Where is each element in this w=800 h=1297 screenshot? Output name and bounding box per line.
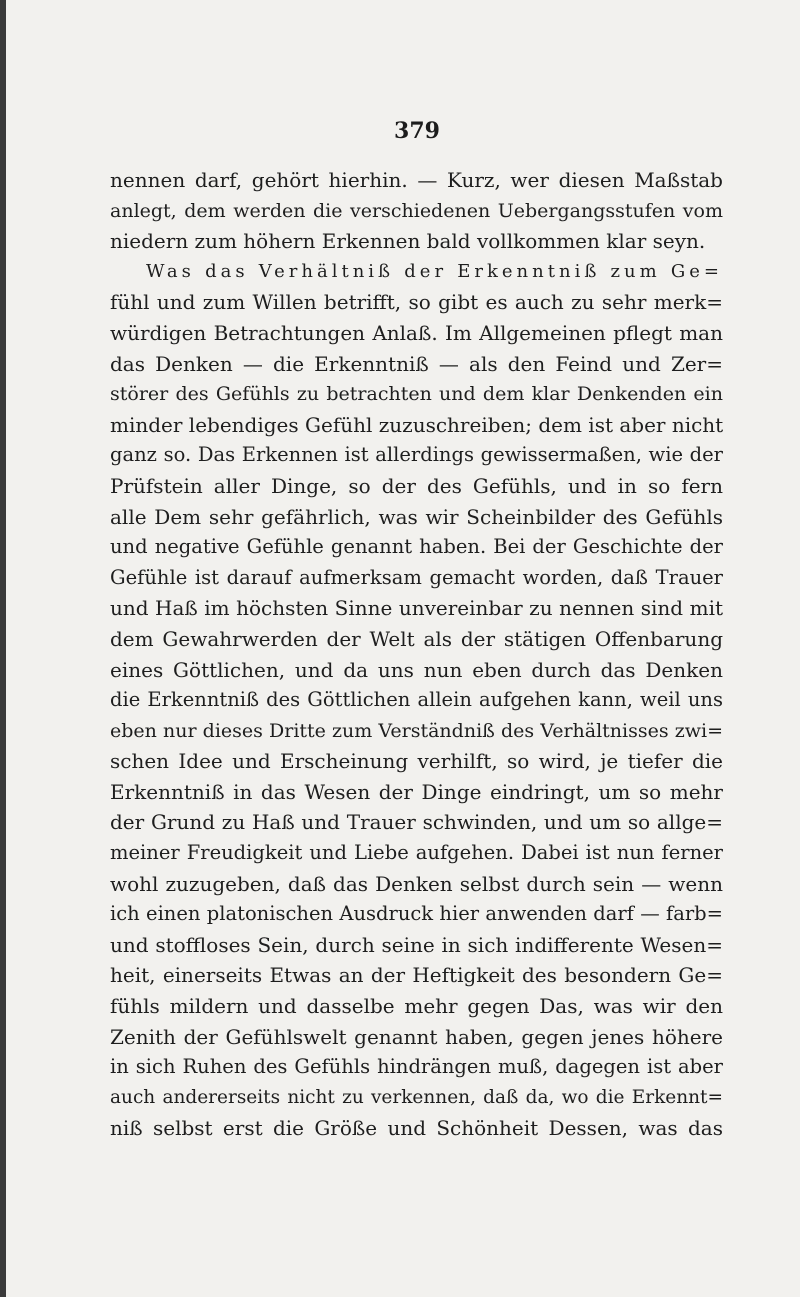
text-line: und Haß im höchsten Sinne unvereinbar zu nennen sind mit xyxy=(110,596,723,621)
text-line: und stoffloses Sein, durch seine in sich indifferente Wesen= xyxy=(110,932,723,957)
text-line: und negative Gefühle genannt haben. Bei der Geschichte der xyxy=(110,535,723,559)
text-line: schen Idee und Erscheinung verhilft, so wird, je tiefer die xyxy=(110,749,723,774)
text-line: nennen darf, gehört hierhin. — Kurz, wer diesen Maßstab xyxy=(110,168,723,192)
text-line: die Erkenntniß des Göttlichen allein aufgehen kann, weil uns xyxy=(110,688,723,712)
body-text xyxy=(110,165,723,1144)
text-line: fühls mildern und dasselbe mehr gegen Das, was wir den xyxy=(110,994,723,1019)
text-line: wohl zuzugeben, daß das Denken selbst durch sein — wenn xyxy=(110,871,723,896)
text-line: dem Gewahrwerden der Welt als der stätigen Offenbarung xyxy=(110,626,723,651)
text-line: eben nur dieses Dritte zum Verständniß des Verhältnisses zwi= xyxy=(110,719,723,742)
text-line: anlegt, dem werden die verschiedenen Uebergangsstufen vom xyxy=(110,199,723,222)
text-line: das Denken — die Erkenntniß — als den Feind und Zer= xyxy=(110,351,723,376)
text-line: heit, einerseits Etwas an der Heftigkeit des besondern Ge= xyxy=(110,963,723,988)
text-line: Zenith der Gefühlswelt genannt haben, gegen jenes höhere xyxy=(110,1024,723,1049)
page-number: 379 xyxy=(394,118,440,144)
text-line: meiner Freudigkeit und Liebe aufgehen. Dabei ist nun ferner xyxy=(110,841,723,865)
text-line: Was das Verhältniß der Erkenntniß zum Ge= xyxy=(146,260,723,282)
text-line: alle Dem sehr gefährlich, was wir Scheinbilder des Gefühls xyxy=(110,504,723,529)
text-line: ich einen platonischen Ausdruck hier anwenden darf — farb= xyxy=(110,902,723,926)
text-line: fühl und zum Willen betrifft, so gibt es auch zu sehr merk= xyxy=(110,290,723,315)
text-line: würdigen Betrachtungen Anlaß. Im Allgemeinen pflegt man xyxy=(110,320,723,345)
text-line: Gefühle ist darauf aufmerksam gemacht worden, daß Trauer xyxy=(110,565,723,589)
text-line: in sich Ruhen des Gefühls hindrängen muß, dagegen ist aber xyxy=(110,1055,723,1079)
text-line: Prüfstein aller Dinge, so der des Gefühls, und in so fern xyxy=(110,473,723,498)
text-line: minder lebendiges Gefühl zuzuschreiben; dem ist aber nicht xyxy=(110,412,723,437)
text-line: ganz so. Das Erkennen ist allerdings gewissermaßen, wie der xyxy=(110,443,723,467)
text-line: Erkenntniß in das Wesen der Dinge eindringt, um so mehr xyxy=(110,779,723,804)
text-line: auch andererseits nicht zu verkennen, daß da, wo die Erkennt= xyxy=(110,1086,723,1108)
book-page xyxy=(6,0,800,1297)
text-line: eines Göttlichen, und da uns nun eben durch das Denken xyxy=(110,657,723,682)
text-line: störer des Gefühls zu betrachten und dem klar Denkenden ein xyxy=(110,383,723,406)
text-line: niß selbst erst die Größe und Schönheit Dessen, was das xyxy=(110,1116,723,1141)
text-line: der Grund zu Haß und Trauer schwinden, und um so allge= xyxy=(110,810,723,835)
text-line: niedern zum höhern Erkennen bald vollkommen klar seyn. xyxy=(110,229,706,254)
